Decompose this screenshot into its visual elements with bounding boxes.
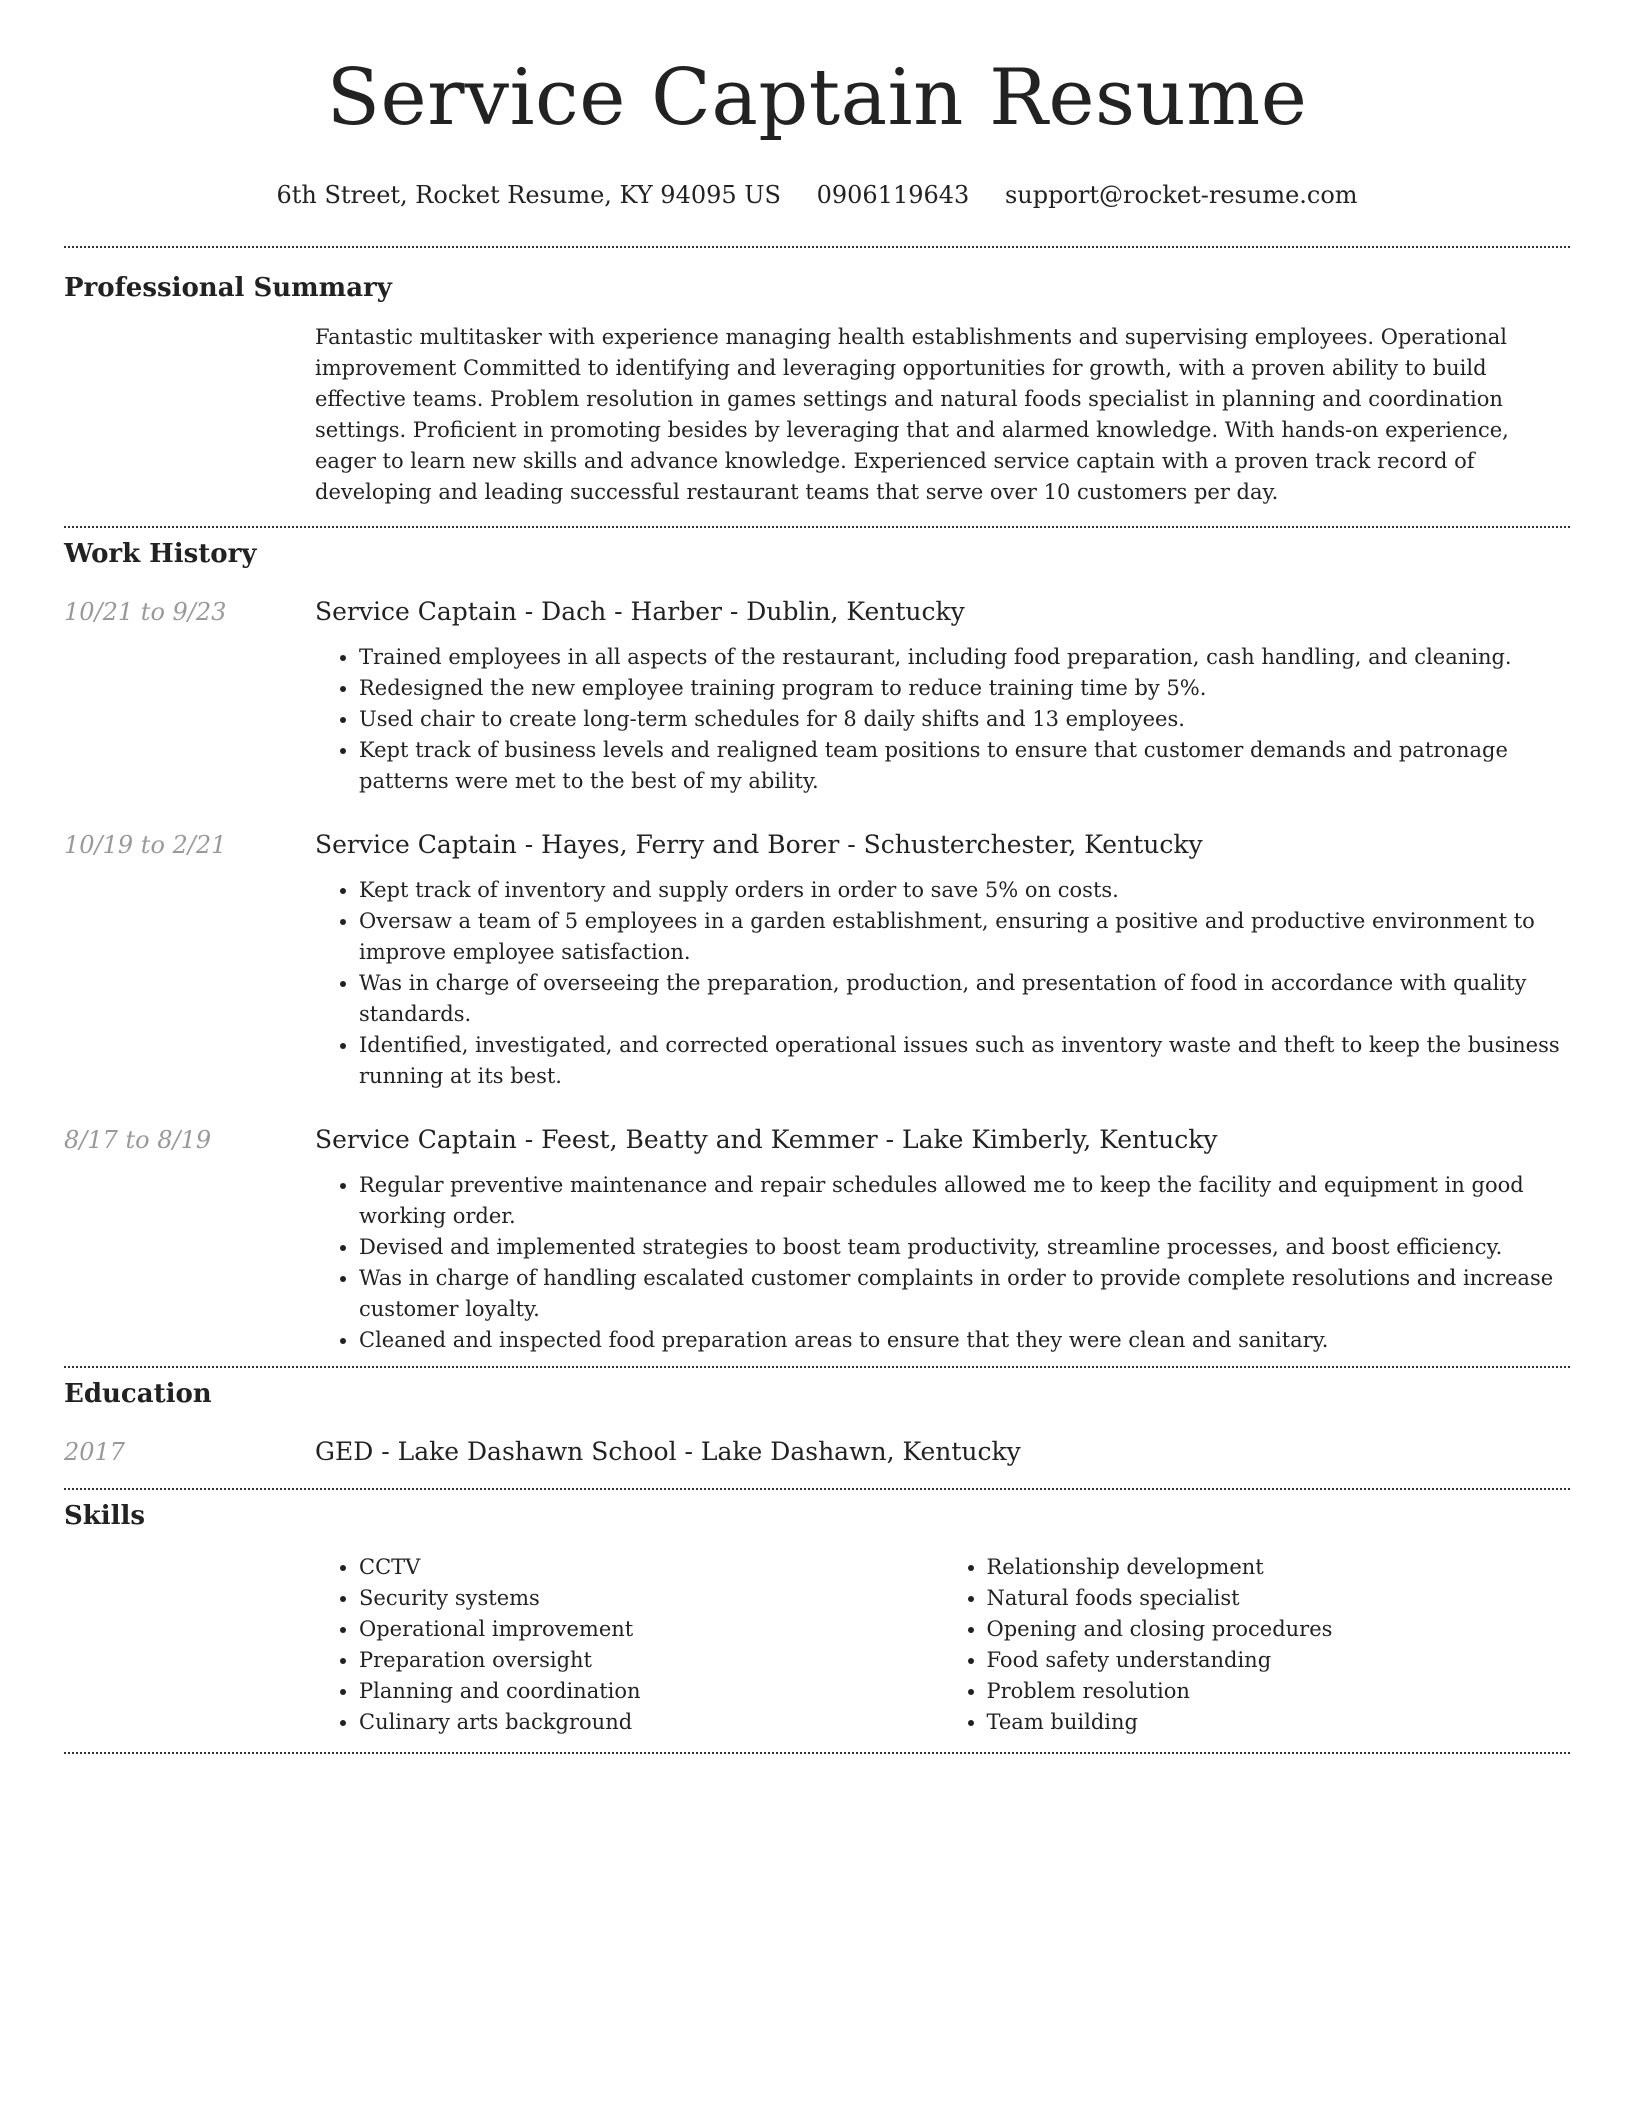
skill-item: • Problem resolution [987, 1676, 1571, 1707]
skills-section [64, 1490, 1570, 1738]
contact-email: support@rocket-resume.com [1004, 181, 1358, 209]
education-section [64, 1368, 1570, 1470]
list-item: • Was in charge of handling escalated customer complaints in order to provide complete resolutions and increase customer loyalty. [359, 1263, 1570, 1325]
list-item: • Trained employees in all aspects of the restaurant, including food preparation, cash handling, and cleaning. [359, 642, 1570, 673]
summary-text: Fantastic multitasker with experience managing health establishments and supervising employees. Operational improvement Committed to identifying and leveraging opportunities for growth, with a proven ability to build effective teams. Problem resolution in games settings and natural foods specialist in planning and coordination settings. Proficient in promoting besides by leveraging that and alarmed knowledge. With hands-on experience, eager to learn new skills and advance knowledge. Experienced service captain with a proven track record of developing and leading successful restaurant teams that serve over 10 customers per day. [315, 325, 1509, 504]
education-year: 2017 [64, 1438, 126, 1466]
skill-item: • Culinary arts background [359, 1707, 943, 1738]
resume-title: Service Captain Resume [326, 53, 1308, 143]
skills-list [315, 1552, 1570, 1738]
job-title: Service Captain - Hayes, Ferry and Borer - Schusterchester, Kentucky [315, 830, 1203, 859]
section-title-education: Education [64, 1379, 212, 1409]
list-item: • Was in charge of overseeing the preparation, production, and presentation of food in accordance with quality standards. [359, 968, 1570, 1030]
list-item: • Kept track of business levels and realigned team positions to ensure that customer demands and patronage patterns were met to the best of my ability. [359, 735, 1570, 797]
skills-column-right [943, 1552, 1571, 1738]
skill-item: • CCTV [359, 1552, 943, 1583]
contact-address: 6th Street, Rocket Resume, KY 94095 US [276, 181, 781, 209]
section-title-summary: Professional Summary [64, 273, 392, 303]
work-history-section [64, 528, 1570, 1356]
section-title-work-history: Work History [64, 539, 257, 569]
skill-item: • Planning and coordination [359, 1676, 943, 1707]
skill-item: • Operational improvement [359, 1614, 943, 1645]
list-item: • Redesigned the new employee training program to reduce training time by 5%. [359, 673, 1570, 704]
job-entry [64, 1122, 1570, 1356]
job-entry [64, 827, 1570, 1092]
list-item: • Kept track of inventory and supply orders in order to save 5% on costs. [359, 875, 1570, 906]
skill-item: • Relationship development [987, 1552, 1571, 1583]
summary-section [64, 248, 1570, 508]
skill-item: • Food safety understanding [987, 1645, 1571, 1676]
skill-item: • Natural foods specialist [987, 1583, 1571, 1614]
contact-line [64, 178, 1570, 212]
skill-item: • Opening and closing procedures [987, 1614, 1571, 1645]
job-dates: 10/21 to 9/23 [64, 598, 227, 626]
list-item: • Cleaned and inspected food preparation areas to ensure that they were clean and sanitary. [359, 1325, 1570, 1356]
education-entry [64, 1434, 1570, 1470]
job-bullets [315, 1170, 1570, 1356]
job-dates: 8/17 to 8/19 [64, 1126, 212, 1154]
skill-item: • Team building [987, 1707, 1571, 1738]
section-title-skills: Skills [64, 1501, 146, 1531]
job-dates: 10/19 to 2/21 [64, 831, 227, 859]
skill-item: • Preparation oversight [359, 1645, 943, 1676]
list-item: • Oversaw a team of 5 employees in a garden establishment, ensuring a positive and productive environment to improve employee satisfaction. [359, 906, 1570, 968]
skills-column-left [315, 1552, 943, 1738]
job-bullets [315, 642, 1570, 797]
job-entry [64, 594, 1570, 797]
job-title: Service Captain - Dach - Harber - Dublin, Kentucky [315, 597, 965, 626]
list-item: • Regular preventive maintenance and repair schedules allowed me to keep the facility and equipment in good working order. [359, 1170, 1570, 1232]
list-item: • Used chair to create long-term schedules for 8 daily shifts and 13 employees. [359, 704, 1570, 735]
list-item: • Devised and implemented strategies to boost team productivity, streamline processes, and boost efficiency. [359, 1232, 1570, 1263]
skill-item: • Security systems [359, 1583, 943, 1614]
resume-page [64, 0, 1570, 1754]
job-title: Service Captain - Feest, Beatty and Kemmer - Lake Kimberly, Kentucky [315, 1125, 1218, 1154]
contact-phone: 0906119643 [816, 181, 970, 209]
list-item: • Identified, investigated, and corrected operational issues such as inventory waste and theft to keep the business running at its best. [359, 1030, 1570, 1092]
education-degree: GED - Lake Dashawn School - Lake Dashawn, Kentucky [315, 1437, 1021, 1466]
job-bullets [315, 875, 1570, 1092]
divider [64, 1752, 1570, 1754]
